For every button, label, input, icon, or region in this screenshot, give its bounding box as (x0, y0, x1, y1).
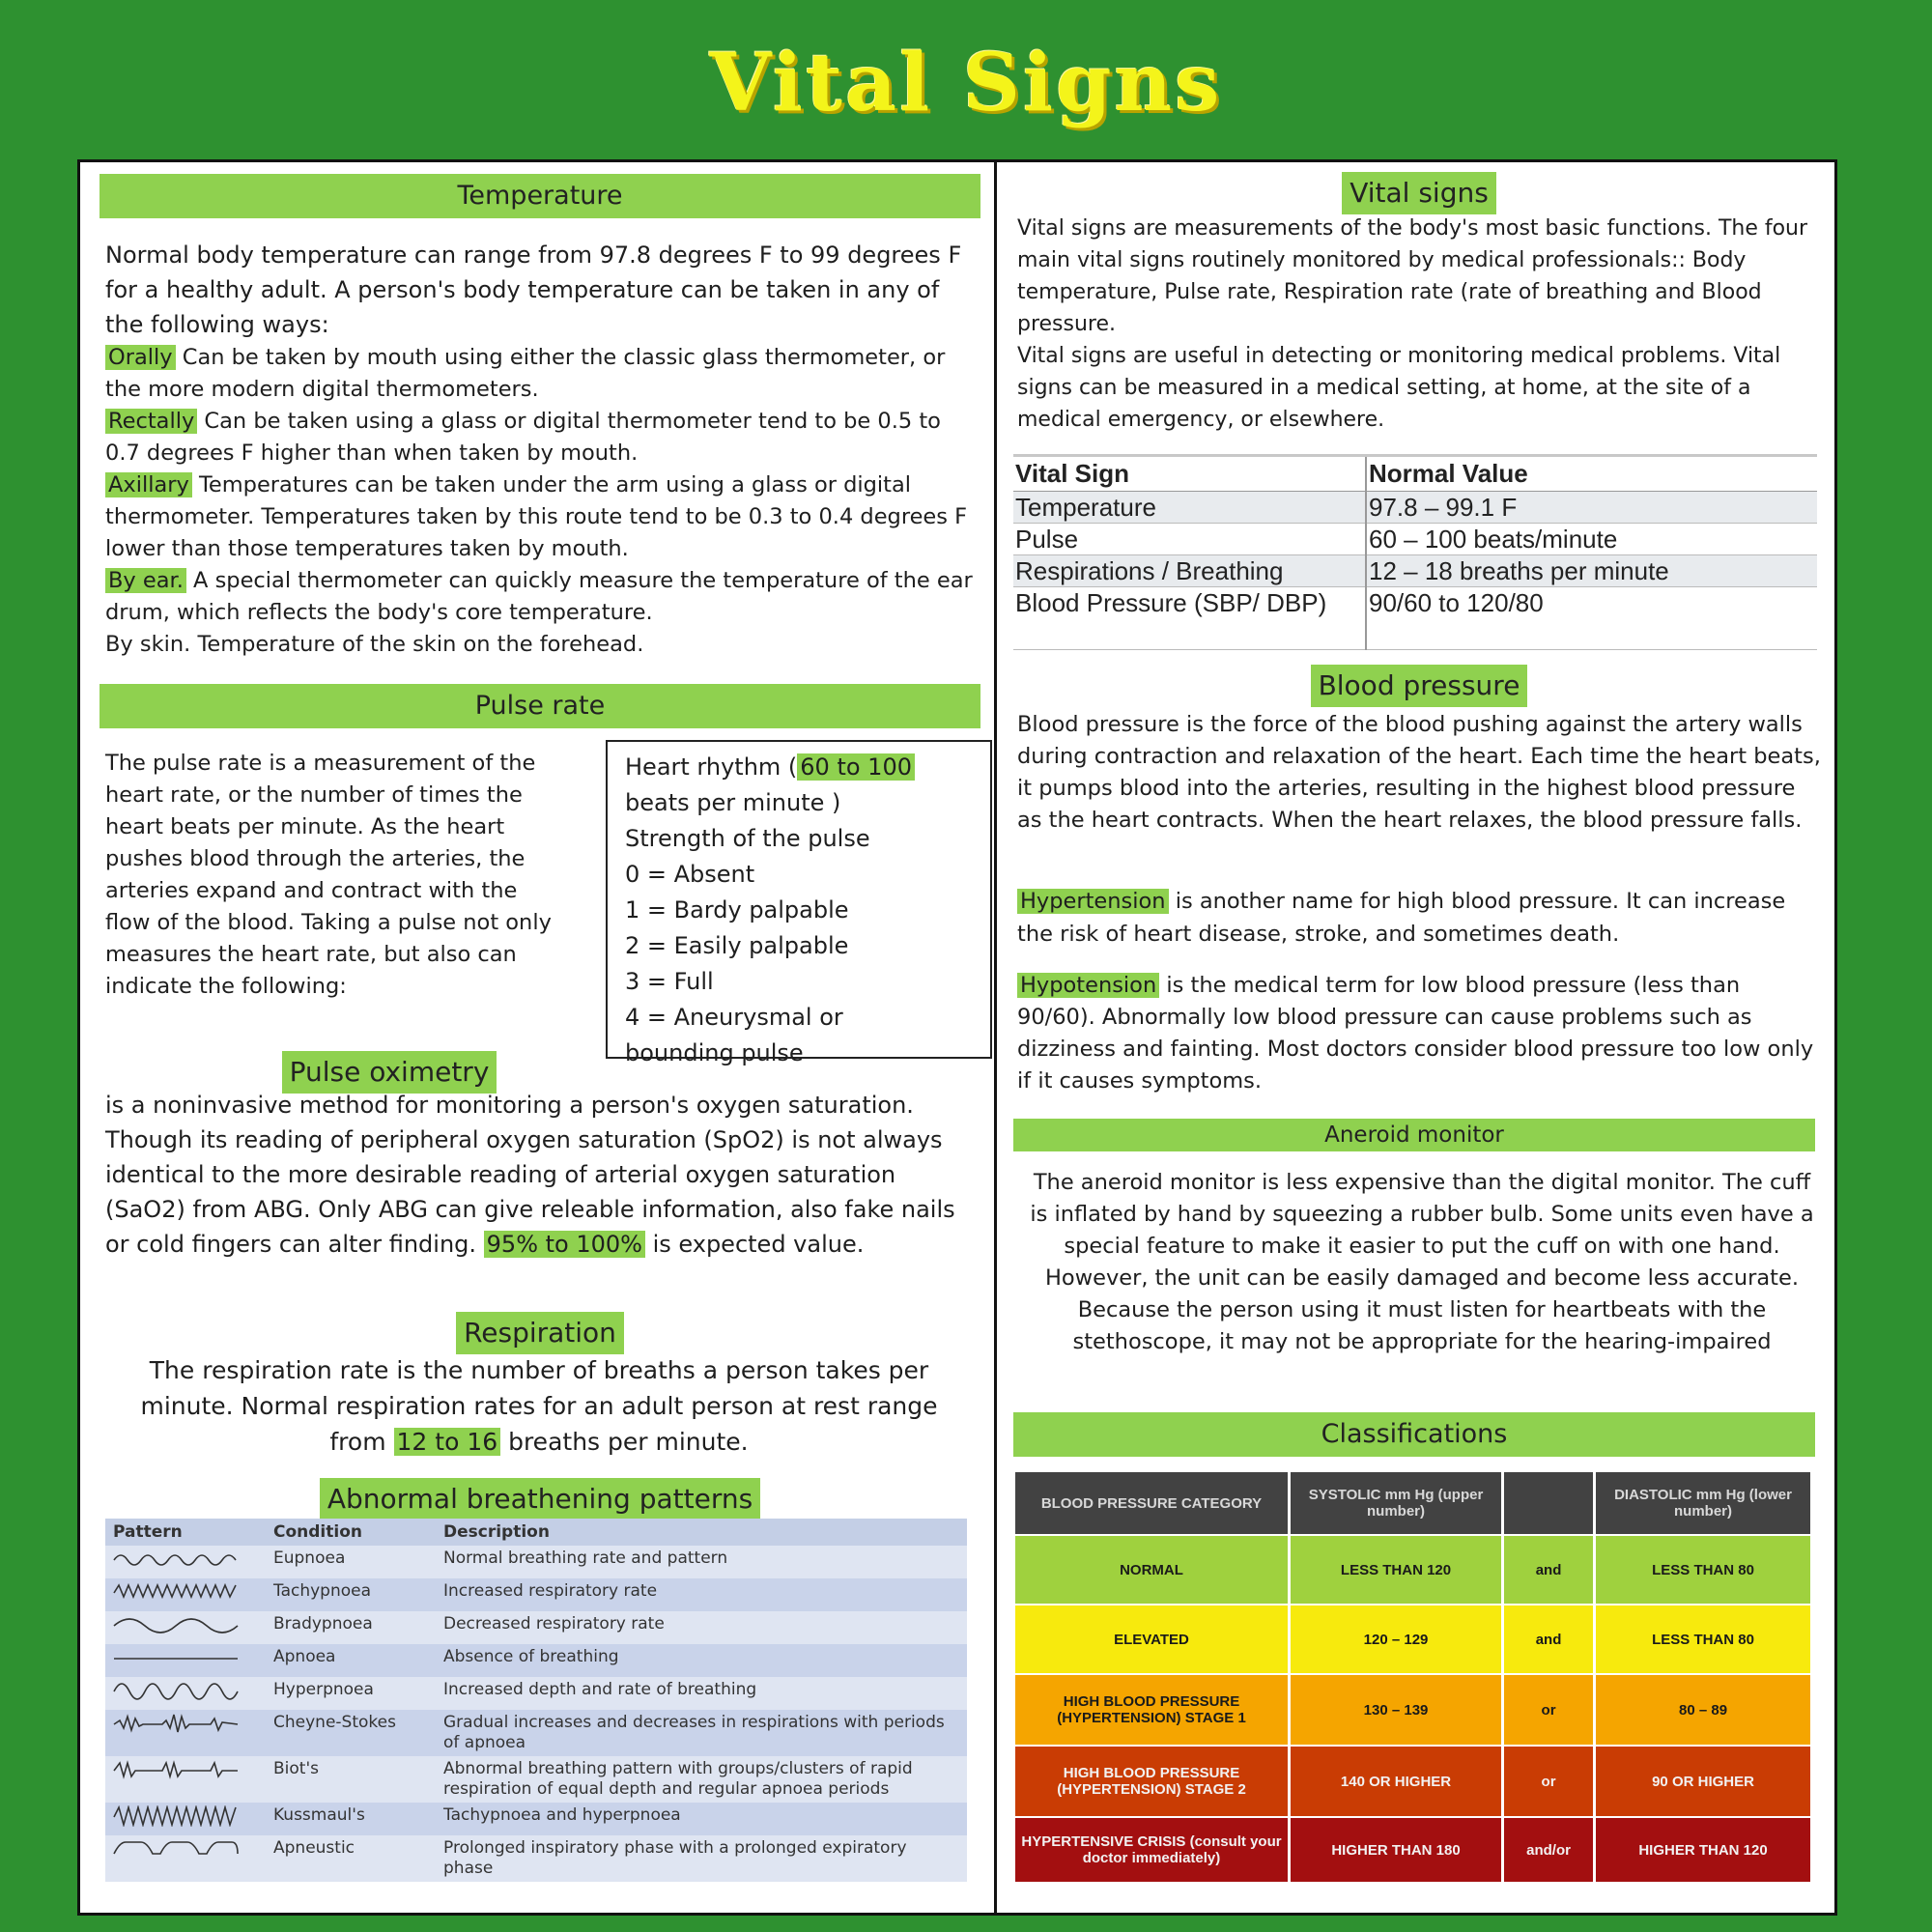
condition-cell: Eupnoea (266, 1546, 436, 1578)
vital-sign-cell: Pulse (1013, 524, 1366, 555)
condition-cell: Kussmaul's (266, 1803, 436, 1835)
pulse-heading: Pulse rate (99, 684, 980, 728)
method-text: Can be taken by mouth using either the classic glass thermometer, or the more modern digital thermometers. (105, 345, 946, 402)
column-header: BLOOD PRESSURE CATEGORY (1015, 1472, 1290, 1535)
condition-cell: Apnoea (266, 1644, 436, 1677)
method-label: Rectally (105, 409, 197, 434)
vital-signs-para: Vital signs are measurements of the body's most basic functions. The four main vital signs routinely monitored by medical professionals:: Body temperature, Pulse rate, Respiration rate (rate of breathing and Blood pressure. (1017, 216, 1808, 336)
column-header: Description (436, 1519, 967, 1546)
eupnea-wave-icon (105, 1546, 266, 1578)
table-row (105, 1835, 967, 1882)
column-divider (994, 162, 997, 1913)
condition-cell: Biot's (266, 1756, 436, 1803)
connector-cell: and (1503, 1535, 1595, 1605)
rhythm-unit: beats per minute ) (625, 789, 841, 816)
table-row (1015, 1605, 1812, 1674)
vital-sign-cell: Respirations / Breathing (1013, 555, 1366, 587)
apnea-wave-icon (105, 1644, 266, 1677)
column-header: Pattern (105, 1519, 266, 1546)
column-header: Condition (266, 1519, 436, 1546)
systolic-cell: HIGHER THAN 180 (1290, 1817, 1503, 1882)
hypertension-body: is another name for high blood pressure. It can increase the risk of heart disease, stroke, and sometimes death. (1017, 889, 1786, 947)
rhythm-value: 60 to 100 (797, 753, 915, 781)
table-row (1013, 587, 1817, 650)
method-label: Axillary (105, 472, 192, 497)
systolic-cell: LESS THAN 120 (1290, 1535, 1503, 1605)
cheyne-stokes-wave-icon (105, 1710, 266, 1756)
oximetry-body: is a noninvasive method for monitoring a person's oxygen saturation. Though its reading of peripheral oxygen saturation (SpO2) is not always identical to the more desirable reading of arterial oxygen saturation (SaO2) from ABG. Only ABG can give releable information, also fake nails or cold fingers can alter finding. (105, 1092, 955, 1258)
normal-value-cell: 60 – 100 beats/minute (1366, 524, 1817, 555)
category-cell: NORMAL (1015, 1535, 1290, 1605)
description-cell: Increased respiratory rate (436, 1578, 967, 1611)
apneustic-wave-icon (105, 1835, 266, 1882)
table-row (105, 1756, 967, 1803)
strength-item: 2 = Easily palpable (625, 932, 849, 959)
description-cell: Absence of breathing (436, 1644, 967, 1677)
strength-item: 0 = Absent (625, 861, 755, 888)
pulse-text: The pulse rate is a measurement of the heart rate, or the number of times the heart beats per minute. As the heart pushes blood through the arteries, the arteries expand and contract with the flow of the blood. Taking a pulse not only measures the heart rate, but also can indicate the following: (105, 751, 552, 999)
respiration-suffix: breaths per minute. (500, 1428, 749, 1456)
method-text: A special thermometer can quickly measure the temperature of the ear drum, which reflects the body's core temperature. (105, 568, 973, 625)
connector-cell: and (1503, 1605, 1595, 1674)
oximetry-value: 95% to 100% (484, 1231, 645, 1258)
method-label: By ear. (105, 568, 186, 593)
kussmaul-wave-icon (105, 1803, 266, 1835)
description-cell: Increased depth and rate of breathing (436, 1677, 967, 1710)
normal-value-cell: 97.8 – 99.1 F (1366, 492, 1817, 524)
column-header: DIASTOLIC mm Hg (lower number) (1595, 1472, 1812, 1535)
hyperpnea-wave-icon (105, 1677, 266, 1710)
table-header-row (1015, 1472, 1812, 1535)
strength-item: 4 = Aneurysmal or (625, 1004, 843, 1031)
category-cell: HIGH BLOOD PRESSURE (HYPERTENSION) STAGE 1 (1015, 1674, 1290, 1746)
table-row (1013, 492, 1817, 524)
table-row (105, 1546, 967, 1578)
oximetry-heading: Pulse oximetry (282, 1051, 497, 1094)
oximetry-suffix: is expected value. (644, 1231, 865, 1258)
bp-classification-table (1015, 1472, 1813, 1882)
strength-heading: Strength of the pulse (625, 825, 870, 852)
category-cell: HIGH BLOOD PRESSURE (HYPERTENSION) STAGE 2 (1015, 1746, 1290, 1817)
table-row (105, 1644, 967, 1677)
blood-pressure-heading: Blood pressure (1311, 665, 1528, 707)
respiration-heading: Respiration (456, 1312, 624, 1354)
hypotension-body: is the medical term for low blood pressure (less than 90/60). Abnormally low blood pressure can cause problems such as dizziness and fainting. Most doctors consider blood pressure too low only if it causes symptoms. (1017, 973, 1814, 1094)
connector-cell: or (1503, 1746, 1595, 1817)
temperature-section (105, 238, 975, 661)
condition-cell: Hyperpnoea (266, 1677, 436, 1710)
table-row (105, 1803, 967, 1835)
normal-value-cell: 90/60 to 120/80 (1366, 587, 1817, 650)
vital-sign-cell: Temperature (1013, 492, 1366, 524)
table-row (1013, 524, 1817, 555)
description-cell: Abnormal breathing pattern with groups/clusters of rapid respiration of equal depth and regular apnoea periods (436, 1756, 967, 1803)
temperature-method-oral (105, 342, 975, 406)
description-cell: Tachypnoea and hyperpnoea (436, 1803, 967, 1835)
hypotension-label: Hypotension (1017, 973, 1159, 998)
vital-values-table (1013, 454, 1817, 650)
column-header: Normal Value (1366, 456, 1817, 492)
diastolic-cell: LESS THAN 80 (1595, 1535, 1812, 1605)
diastolic-cell: 90 OR HIGHER (1595, 1746, 1812, 1817)
vital-signs-text (1017, 213, 1823, 436)
aneroid-heading: Aneroid monitor (1013, 1119, 1815, 1151)
table-row (105, 1677, 967, 1710)
diastolic-cell: HIGHER THAN 120 (1595, 1817, 1812, 1882)
diastolic-cell: 80 – 89 (1595, 1674, 1812, 1746)
table-row (1013, 555, 1817, 587)
table-row (105, 1578, 967, 1611)
respiration-value: 12 to 16 (394, 1428, 501, 1456)
table-row (105, 1710, 967, 1756)
temperature-method-axillary (105, 469, 975, 565)
rhythm-label: Heart rhythm ( (625, 753, 798, 781)
strength-item: bounding pulse (625, 1039, 804, 1066)
blood-pressure-text: Blood pressure is the force of the blood pushing against the artery walls during contraction and relaxation of the heart. Each time the heart beats, it pumps blood into the arteries, resulting in the highest blood pressure as the heart contracts. When the heart relaxes, the blood pressure falls. (1017, 712, 1821, 833)
table-row (1015, 1746, 1812, 1817)
heart-rhythm (625, 750, 973, 785)
table-header-row (105, 1519, 967, 1546)
column-header: SYSTOLIC mm Hg (upper number) (1290, 1472, 1503, 1535)
connector-cell: or (1503, 1674, 1595, 1746)
hypotension-text (1017, 970, 1823, 1097)
vital-signs-para: Vital signs are useful in detecting or monitoring medical problems. Vital signs can be measured in a medical setting, at home, at the site of a medical emergency, or elsewhere. (1017, 344, 1781, 432)
hypertension-text (1017, 885, 1823, 951)
breathing-patterns-table (105, 1519, 967, 1882)
respiration-text (119, 1352, 959, 1460)
column-header (1503, 1472, 1595, 1535)
diastolic-cell: LESS THAN 80 (1595, 1605, 1812, 1674)
biots-wave-icon (105, 1756, 266, 1803)
table-row (1015, 1674, 1812, 1746)
connector-cell: and/or (1503, 1817, 1595, 1882)
aneroid-text: The aneroid monitor is less expensive than the digital monitor. The cuff is inflated by hand by squeezing a rubber bulb. Some units even have a special feature to make it easier to put the cuff on with one hand. However, the unit can be easily damaged and become less accurate. Because the person using it must listen for heartbeats with the stethoscope, it may not be appropriate for the hearing-impaired (1030, 1170, 1814, 1354)
temperature-heading: Temperature (99, 174, 980, 218)
pulse-strength-box (606, 740, 992, 1066)
category-cell: HYPERTENSIVE CRISIS (consult your doctor immediately) (1015, 1817, 1290, 1882)
table-row (105, 1611, 967, 1644)
column-header: Vital Sign (1013, 456, 1366, 492)
condition-cell: Bradypnoea (266, 1611, 436, 1644)
table-header-row (1013, 456, 1817, 492)
description-cell: Decreased respiratory rate (436, 1611, 967, 1644)
bradypnea-wave-icon (105, 1611, 266, 1644)
abnormal-heading: Abnormal breathening patterns (320, 1478, 760, 1520)
temperature-method-skin: By skin. Temperature of the skin on the forehead. (105, 632, 644, 657)
temperature-method-rectal (105, 406, 975, 469)
method-text: Can be taken using a glass or digital thermometer tend to be 0.5 to 0.7 degrees F higher than when taken by mouth. (105, 409, 941, 466)
condition-cell: Cheyne-Stokes (266, 1710, 436, 1756)
vital-signs-heading: Vital signs (1342, 172, 1496, 214)
condition-cell: Tachypnoea (266, 1578, 436, 1611)
oximetry-text (105, 1088, 975, 1262)
strength-item: 3 = Full (625, 968, 714, 995)
temperature-intro: Normal body temperature can range from 97.8 degrees F to 99 degrees F for a healthy adult. A person's body temperature can be taken in any of the following ways: (105, 242, 962, 338)
condition-cell: Apneustic (266, 1835, 436, 1882)
description-cell: Gradual increases and decreases in respirations with periods of apnoea (436, 1710, 967, 1756)
hypertension-label: Hypertension (1017, 889, 1169, 914)
method-text: Temperatures can be taken under the arm using a glass or digital thermometer. Temperatures taken by this route tend to be 0.3 to 0.4 degrees F lower than those temperatures taken by mouth. (105, 472, 968, 561)
table-row (1015, 1535, 1812, 1605)
systolic-cell: 130 – 139 (1290, 1674, 1503, 1746)
normal-value-cell: 12 – 18 breaths per minute (1366, 555, 1817, 587)
description-cell: Normal breathing rate and pattern (436, 1546, 967, 1578)
page-title: Vital Signs (709, 37, 1223, 129)
systolic-cell: 120 – 129 (1290, 1605, 1503, 1674)
category-cell: ELEVATED (1015, 1605, 1290, 1674)
vital-sign-cell: Blood Pressure (SBP/ DBP) (1013, 587, 1366, 650)
sheet (77, 159, 1837, 1916)
classifications-heading: Classifications (1013, 1412, 1815, 1457)
tachypnea-wave-icon (105, 1578, 266, 1611)
method-label: Orally (105, 345, 176, 370)
description-cell: Prolonged inspiratory phase with a prolonged expiratory phase (436, 1835, 967, 1882)
temperature-method-ear (105, 565, 975, 629)
systolic-cell: 140 OR HIGHER (1290, 1746, 1503, 1817)
table-row (1015, 1817, 1812, 1882)
respiration-body: The respiration rate is the number of breaths a person takes per minute. Normal respiration rates for an adult person at rest range from (140, 1356, 938, 1456)
strength-item: 1 = Bardy palpable (625, 896, 849, 923)
